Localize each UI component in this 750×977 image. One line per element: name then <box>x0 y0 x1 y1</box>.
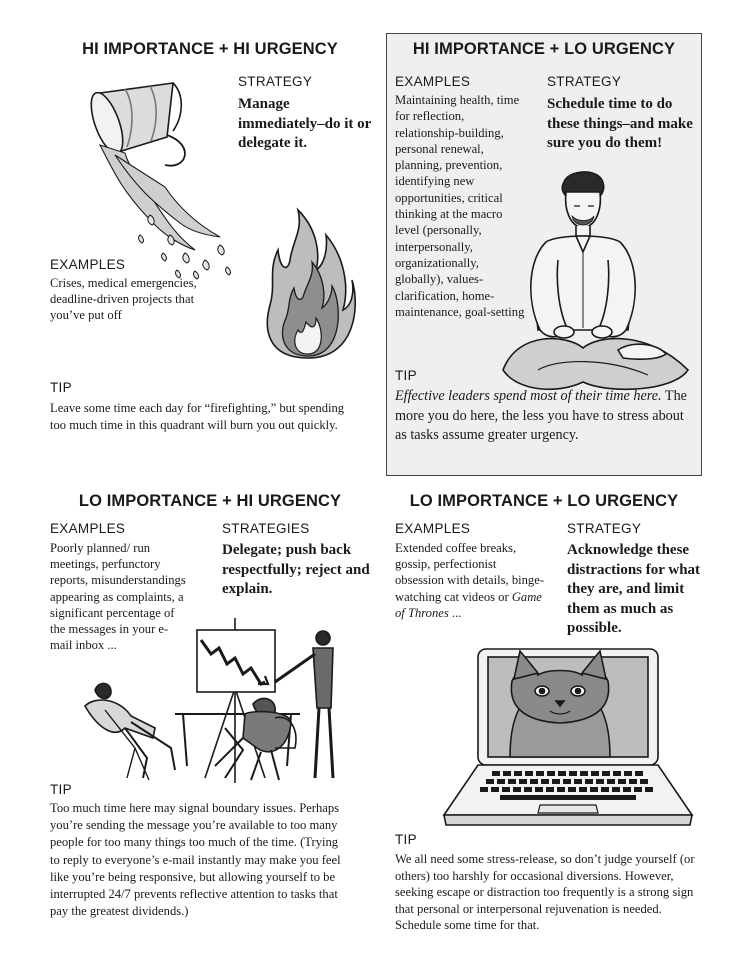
q2-tip-label: TIP <box>395 368 417 383</box>
q4-examples-end: ... <box>448 605 462 620</box>
q3-strategy-text: Delegate; push back respectfully; reject and explain. <box>222 542 370 597</box>
q4-tip-text: We all need some stress-release, so don’t judge yourself (or others) too harshly for occasional diversions. However, seeking escape or distraction too frequently is a strong sign that personal or interpersonal rejuvenation is needed. Schedule some time for that. <box>395 852 695 932</box>
q2-tip-italic: Effective leaders spend most of their time here. <box>395 388 662 404</box>
q4-title: LO IMPORTANCE + LO URGENCY <box>409 492 679 510</box>
q2-tip-text <box>395 387 690 446</box>
q4-tip-label: TIP <box>395 832 417 847</box>
laptop-cat-illustration <box>440 645 695 835</box>
q4-examples-italic: Game of Thrones <box>395 589 542 620</box>
q2-examples-label: EXAMPLES <box>395 74 471 89</box>
q1-strategy-label: STRATEGY <box>238 74 313 89</box>
q3-tip-label: TIP <box>50 782 72 797</box>
q2-examples-text: Maintaining health, time for reflection, relationship-building, personal renewal, planning, prevention, identifying new opportunities, critical thinking at the macro level (personally, interpersonally, organizationally, globally), values-clarification, home-maintenance, goal-setting <box>395 93 525 319</box>
q3-tip-text: Too much time here may signal boundary issues. Perhaps you’re sending the message you’re available to too many people for too many things too much of the time. (Trying to reply to everyone’s e-mail instantly may make you feel like you’re being responsive, but allowing yourself to be interrupted 24/7 prevents reflective attention to tasks that pay the greatest dividends.) <box>50 801 341 919</box>
q1-title: HI IMPORTANCE + HI URGENCY <box>82 40 338 58</box>
falling-chart-meeting-illustration <box>75 618 365 788</box>
q4-examples-text <box>395 540 545 621</box>
q4-strategy-text: Acknowledge these distractions for what they are, and limit them as much as possible. <box>567 542 701 636</box>
q3-strategy-label: STRATEGIES <box>222 521 310 536</box>
q2-tip-rest: The more you do here, the less you have to stress about as tasks assume greater urgency. <box>395 388 687 444</box>
q4-examples-main: Extended coffee breaks, gossip, perfectionist obsession with details, binge-watching cat videos or <box>395 541 545 604</box>
q3-title: LO IMPORTANCE + HI URGENCY <box>78 492 342 510</box>
meditating-man-illustration <box>498 170 693 395</box>
q4-examples-label: EXAMPLES <box>395 521 471 536</box>
q2-strategy-label: STRATEGY <box>547 74 622 89</box>
q3-examples-text: Poorly planned/ run meetings, perfunctory reports, misunderstandings appearing as complaints, a significant percentage of the messages in your e-mail inbox ... <box>50 541 186 653</box>
q1-examples-label: EXAMPLES <box>50 257 126 272</box>
q1-strategy-text: Manage immediately–do it or delegate it. <box>238 96 372 151</box>
q2-strategy-text: Schedule time to do these things–and make sure you do them! <box>547 96 693 151</box>
q2-title: HI IMPORTANCE + LO URGENCY <box>412 40 676 58</box>
q3-examples-label: EXAMPLES <box>50 521 126 536</box>
q4-strategy-label: STRATEGY <box>567 521 642 536</box>
q1-tip-text: Leave some time each day for “firefighting,” but spending too much time in this quadrant will burn you out quickly. <box>50 401 345 432</box>
q1-tip-label: TIP <box>50 380 72 395</box>
q1-examples-text: Crises, medical emergencies, deadline-driven projects that you’ve put off <box>50 276 197 323</box>
bucket-water-illustration <box>55 75 235 285</box>
fire-illustration <box>258 210 358 360</box>
